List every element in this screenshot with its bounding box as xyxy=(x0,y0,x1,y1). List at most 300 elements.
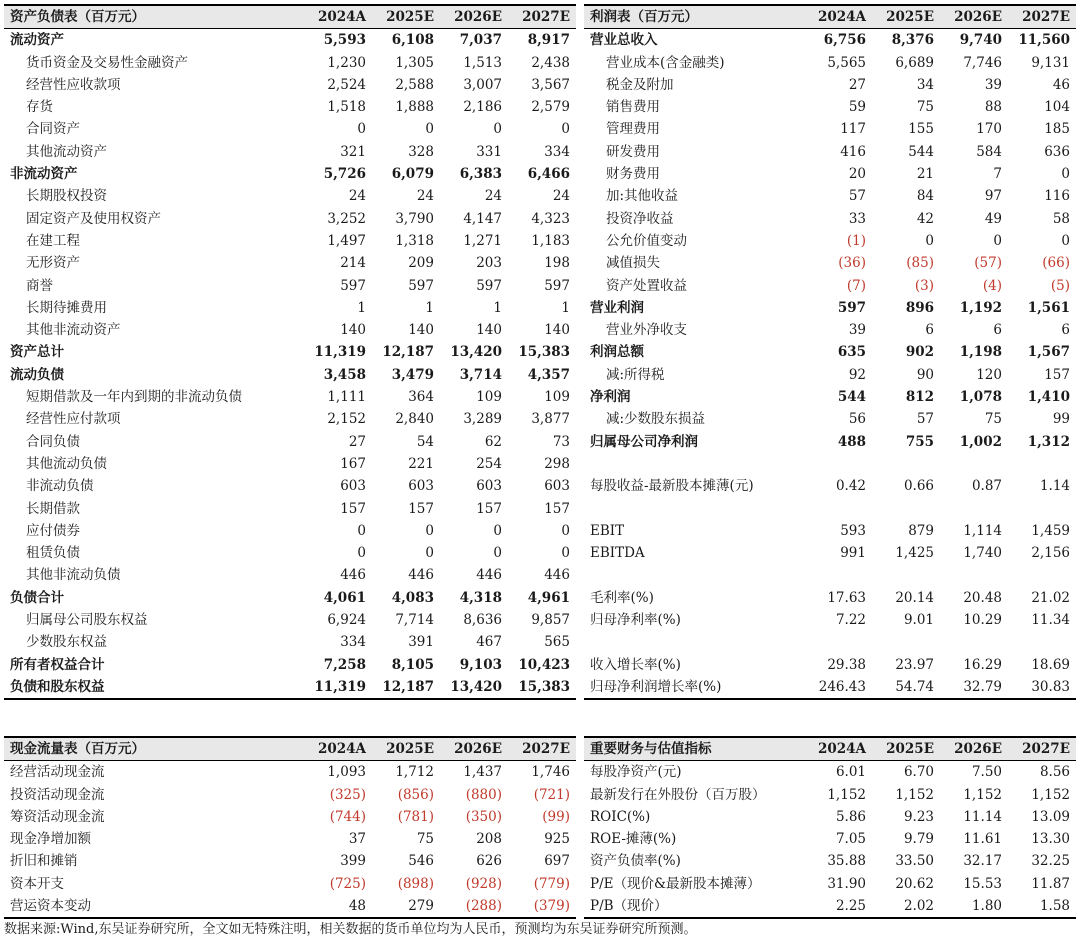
table-row xyxy=(584,163,1076,185)
cell-value: 198 xyxy=(544,255,570,272)
cell-value: 6,383 xyxy=(459,166,502,183)
row-label: 在建工程 xyxy=(26,232,80,249)
table-title: 现金流量表（百万元） xyxy=(4,737,304,761)
valuation-metrics-table xyxy=(584,736,1076,919)
table-row xyxy=(584,873,1076,895)
cell-value: 593 xyxy=(840,522,866,539)
table-row xyxy=(4,828,576,850)
row-label: 税金及附加 xyxy=(606,76,674,93)
cell-value: 0.87 xyxy=(971,478,1002,495)
cell-value: 0 xyxy=(1061,166,1070,183)
row-label: 最新发行在外股份（百万股） xyxy=(590,786,766,803)
cell-value: 11.61 xyxy=(963,831,1002,848)
cell-value: 0 xyxy=(493,522,502,539)
cell-value: (725) xyxy=(329,875,366,892)
cell-value: 32.17 xyxy=(963,853,1002,870)
source-footnote: 数据来源:Wind,东吴证券研究所，全文如无特殊注明，相关数据的货币单位均为人民币，预测均为东吴证券研究所预测。 xyxy=(4,922,697,937)
cell-value: 597 xyxy=(544,277,570,294)
table-row xyxy=(4,319,576,341)
cell-value xyxy=(804,631,872,653)
cell-value: 0 xyxy=(357,545,366,562)
cell-value: (779) xyxy=(533,875,570,892)
column-header: 2026E xyxy=(940,737,1008,761)
cell-value: 203 xyxy=(476,255,502,272)
row-label: 存货 xyxy=(26,99,53,116)
cell-value: 15,383 xyxy=(508,676,576,699)
table-title: 利润表（百万元） xyxy=(584,5,804,29)
row-label: 投资活动现金流 xyxy=(10,786,105,803)
cell-value: 2.25 xyxy=(804,895,872,918)
table-row xyxy=(4,564,576,586)
table-row xyxy=(4,141,576,163)
column-header: 2025E xyxy=(872,5,940,29)
table-row xyxy=(584,806,1076,828)
cell-value: 155 xyxy=(908,121,934,138)
cell-value xyxy=(804,453,872,475)
cell-value: 29.38 xyxy=(827,656,866,673)
row-label xyxy=(584,453,804,475)
income-statement-table xyxy=(584,4,1076,700)
cell-value: 0.66 xyxy=(903,478,934,495)
row-label: 长期借款 xyxy=(26,500,80,517)
table-row xyxy=(584,631,1076,653)
cell-value xyxy=(1008,564,1076,586)
cell-value: 1,459 xyxy=(1031,522,1070,539)
table-title: 资产负债表（百万元） xyxy=(4,5,304,29)
cell-value: 57 xyxy=(848,188,866,205)
cell-value: 21 xyxy=(916,166,934,183)
row-label: 每股净资产(元) xyxy=(590,764,682,781)
cell-value: 1,305 xyxy=(395,54,434,71)
row-label xyxy=(584,564,804,586)
table-row xyxy=(584,520,1076,542)
table-row xyxy=(584,364,1076,386)
cell-value: (1) xyxy=(846,232,866,249)
cell-value: 1,152 xyxy=(963,786,1002,803)
cell-value: 1,002 xyxy=(959,433,1002,450)
cell-value: 20.14 xyxy=(895,589,934,606)
cell-value: 7,258 xyxy=(323,656,366,673)
cell-value: 603 xyxy=(340,478,366,495)
valuation-metrics-header xyxy=(584,737,1076,761)
cell-value: 1,230 xyxy=(327,54,366,71)
cell-value: 9,740 xyxy=(959,32,1002,49)
cell-value xyxy=(940,564,1008,586)
cell-value: 2,840 xyxy=(395,411,434,428)
cell-value: 298 xyxy=(544,455,570,472)
cell-value: 0 xyxy=(425,522,434,539)
cell-value: 24 xyxy=(416,188,434,205)
cell-value: 12,187 xyxy=(382,344,434,361)
cell-value: 1,437 xyxy=(463,764,502,781)
table-row xyxy=(4,252,576,274)
row-label: 长期待摊费用 xyxy=(26,299,107,316)
cell-value: (856) xyxy=(397,786,434,803)
cell-value: 584 xyxy=(976,143,1002,160)
income-statement-header xyxy=(584,5,1076,29)
cell-value xyxy=(804,564,872,586)
cell-value: 1,318 xyxy=(395,232,434,249)
row-label: P/E（现价&最新股本摊薄） xyxy=(590,875,761,892)
cell-value: 3,252 xyxy=(327,210,366,227)
row-label: 租赁负债 xyxy=(26,545,80,562)
cash-flow-header xyxy=(4,737,576,761)
row-label: 资产负债率(%) xyxy=(590,853,681,870)
cell-value: 544 xyxy=(908,143,934,160)
cell-value: 0 xyxy=(1061,232,1070,249)
cell-value: 1,198 xyxy=(959,344,1002,361)
table-row xyxy=(584,453,1076,475)
cell-value: 17.63 xyxy=(827,589,866,606)
cell-value: 902 xyxy=(905,344,934,361)
cell-value: 6,756 xyxy=(823,32,866,49)
table-row xyxy=(584,609,1076,631)
column-header: 2027E xyxy=(1008,737,1076,761)
cell-value: (57) xyxy=(974,255,1002,272)
column-header: 2027E xyxy=(508,737,576,761)
cell-value: 1,152 xyxy=(827,786,866,803)
cell-value: 7,714 xyxy=(395,612,434,629)
column-header: 2025E xyxy=(872,737,940,761)
cell-value: (744) xyxy=(329,808,366,825)
cell-value: 75 xyxy=(916,99,934,116)
cash-flow-table xyxy=(4,736,576,919)
cell-value: 1,425 xyxy=(895,545,934,562)
cell-value: 75 xyxy=(984,411,1002,428)
cell-value: 5.86 xyxy=(835,808,866,825)
row-label: 毛利率(%) xyxy=(590,589,654,606)
cell-value: 9.23 xyxy=(903,808,934,825)
row-label: 营业利润 xyxy=(590,299,644,316)
cell-value: 603 xyxy=(408,478,434,495)
cell-value: 879 xyxy=(908,522,934,539)
row-label: 利润总额 xyxy=(590,344,644,361)
cell-value: 0 xyxy=(357,522,366,539)
table-row xyxy=(584,386,1076,408)
cell-value: 1,093 xyxy=(327,764,366,781)
cell-value: 9.01 xyxy=(903,612,934,629)
cell-value: 467 xyxy=(476,634,502,651)
cell-value: (85) xyxy=(906,255,934,272)
cell-value: 49 xyxy=(984,210,1002,227)
row-label: 非流动负债 xyxy=(26,478,94,495)
cell-value: 626 xyxy=(476,853,502,870)
row-label: 其他流动负债 xyxy=(26,455,107,472)
cell-value: 5,565 xyxy=(827,54,866,71)
cell-value: 9,103 xyxy=(459,656,502,673)
row-label: 商誉 xyxy=(26,277,53,294)
row-label: EBITDA xyxy=(590,545,645,562)
table-row xyxy=(584,297,1076,319)
cell-value: 0 xyxy=(925,232,934,249)
cell-value: 157 xyxy=(476,500,502,517)
table-row xyxy=(584,52,1076,74)
row-label: 少数股东权益 xyxy=(26,634,107,651)
cell-value: 34 xyxy=(916,76,934,93)
cell-value: 54 xyxy=(416,433,434,450)
cell-value: 1,114 xyxy=(963,522,1002,539)
cell-value: 1,513 xyxy=(463,54,502,71)
cell-value: 3,714 xyxy=(459,366,502,383)
balance-sheet-table xyxy=(4,4,576,700)
cell-value: 925 xyxy=(544,831,570,848)
table-row xyxy=(584,895,1076,918)
cell-value: 254 xyxy=(476,455,502,472)
cell-value: 20.62 xyxy=(895,875,934,892)
row-label: 每股收益-最新股本摊薄(元) xyxy=(590,478,754,495)
column-header: 2024A xyxy=(304,5,372,29)
cell-value: 334 xyxy=(340,634,366,651)
column-header: 2024A xyxy=(804,737,872,761)
row-label: 固定资产及使用权资产 xyxy=(26,210,161,227)
table-row xyxy=(4,275,576,297)
cell-value: 32.25 xyxy=(1031,853,1070,870)
cell-value: 697 xyxy=(544,853,570,870)
cell-value: 1,746 xyxy=(531,764,570,781)
cell-value: 18.69 xyxy=(1031,656,1070,673)
column-header: 2026E xyxy=(940,5,1008,29)
cell-value: 27 xyxy=(848,76,866,93)
row-label: 合同资产 xyxy=(26,121,80,138)
cell-value: 62 xyxy=(484,433,502,450)
cell-value: 635 xyxy=(837,344,866,361)
cell-value: 3,007 xyxy=(463,76,502,93)
cell-value: 75 xyxy=(416,831,434,848)
cell-value: 1,192 xyxy=(959,299,1002,316)
table-row xyxy=(584,654,1076,676)
cell-value: 6 xyxy=(993,322,1002,339)
cell-value: 15.53 xyxy=(963,875,1002,892)
cell-value: 1,888 xyxy=(395,99,434,116)
cell-value: 1 xyxy=(357,299,366,316)
cell-value: 446 xyxy=(340,567,366,584)
cell-value xyxy=(872,631,940,653)
table-row xyxy=(584,275,1076,297)
cell-value: 35.88 xyxy=(827,853,866,870)
row-label: 经营性应付款项 xyxy=(26,411,121,428)
cell-value: 7.22 xyxy=(835,612,866,629)
table-row xyxy=(4,609,576,631)
row-label: 销售费用 xyxy=(606,99,660,116)
cell-value: 20 xyxy=(848,166,866,183)
table-row xyxy=(584,676,1076,699)
cell-value: 7 xyxy=(993,166,1002,183)
cell-value: 8,105 xyxy=(391,656,434,673)
cell-value: 5,593 xyxy=(323,32,366,49)
cell-value: 140 xyxy=(476,322,502,339)
column-header: 2024A xyxy=(304,737,372,761)
cell-value: 1.80 xyxy=(940,895,1008,918)
cell-value: 46 xyxy=(1052,76,1070,93)
row-label: 无形资产 xyxy=(26,255,80,272)
table-row xyxy=(4,475,576,497)
table-row xyxy=(4,895,576,918)
table-row xyxy=(584,185,1076,207)
cell-value: 221 xyxy=(408,455,434,472)
row-label: 折旧和摊销 xyxy=(10,853,78,870)
row-label: 资产总计 xyxy=(10,344,64,361)
cell-value: (880) xyxy=(465,786,502,803)
row-label: 其他流动资产 xyxy=(26,143,107,160)
column-header: 2024A xyxy=(804,5,872,29)
cell-value: 84 xyxy=(916,188,934,205)
row-label: 其他非流动负债 xyxy=(26,567,121,584)
row-label: 加:其他收益 xyxy=(606,188,679,205)
cell-value: 24 xyxy=(484,188,502,205)
cell-value: 170 xyxy=(976,121,1002,138)
cell-value: (379) xyxy=(508,895,576,918)
cell-value: 9,857 xyxy=(531,612,570,629)
row-label: 营业外净收支 xyxy=(606,322,687,339)
cell-value: 5,726 xyxy=(323,166,366,183)
cell-value: 1 xyxy=(493,299,502,316)
cell-value: 0 xyxy=(425,545,434,562)
table-row xyxy=(584,252,1076,274)
table-row xyxy=(4,873,576,895)
cell-value: 120 xyxy=(976,366,1002,383)
table-row xyxy=(4,29,576,52)
cell-value: 565 xyxy=(544,634,570,651)
cell-value: 6.01 xyxy=(835,764,866,781)
cell-value: 1.58 xyxy=(1008,895,1076,918)
cell-value: 42 xyxy=(916,210,934,227)
row-label: 非流动资产 xyxy=(10,166,78,183)
cell-value: 331 xyxy=(476,143,502,160)
cell-value: 10.29 xyxy=(963,612,1002,629)
table-row xyxy=(4,341,576,363)
table-row xyxy=(584,761,1076,784)
cell-value: 157 xyxy=(544,500,570,517)
table-row xyxy=(4,850,576,872)
cell-value: 7.05 xyxy=(835,831,866,848)
row-label: 筹资活动现金流 xyxy=(10,808,105,825)
row-label: 货币资金及交易性金融资产 xyxy=(26,54,188,71)
table-row xyxy=(4,542,576,564)
cell-value: 1,078 xyxy=(959,389,1002,406)
cell-value: 24 xyxy=(348,188,366,205)
cell-value xyxy=(1008,631,1076,653)
table-row xyxy=(584,542,1076,564)
cell-value: 812 xyxy=(905,389,934,406)
cell-value: 73 xyxy=(552,433,570,450)
row-label: 减:所得税 xyxy=(606,366,665,383)
cell-value: 140 xyxy=(544,322,570,339)
cell-value: 6,108 xyxy=(391,32,434,49)
row-label: 财务费用 xyxy=(606,166,660,183)
cell-value: 13.30 xyxy=(1031,831,1070,848)
cell-value: 9,131 xyxy=(1031,54,1070,71)
row-label: 经营活动现金流 xyxy=(10,764,105,781)
cell-value: 0 xyxy=(493,545,502,562)
cell-value: 0.42 xyxy=(835,478,866,495)
cell-value: 755 xyxy=(905,433,934,450)
table-row xyxy=(4,654,576,676)
cell-value: (350) xyxy=(465,808,502,825)
cell-value: 2,524 xyxy=(327,76,366,93)
table-row xyxy=(584,408,1076,430)
cell-value: 37 xyxy=(348,831,366,848)
cell-value: 6 xyxy=(925,322,934,339)
cell-value: (288) xyxy=(440,895,508,918)
cell-value: 2,588 xyxy=(395,76,434,93)
cell-value xyxy=(940,453,1008,475)
cell-value: 3,790 xyxy=(395,210,434,227)
cell-value: 1,152 xyxy=(895,786,934,803)
cell-value: 6,079 xyxy=(391,166,434,183)
cell-value: 7,037 xyxy=(459,32,502,49)
cell-value: 157 xyxy=(408,500,434,517)
cell-value: 92 xyxy=(848,366,866,383)
cell-value: 3,877 xyxy=(531,411,570,428)
table-row xyxy=(4,676,576,699)
cell-value: 603 xyxy=(476,478,502,495)
row-label: 经营性应收款项 xyxy=(26,76,121,93)
row-label: 短期借款及一年内到期的非流动负债 xyxy=(26,389,242,406)
cell-value: 9.79 xyxy=(903,831,934,848)
row-label: 归属母公司股东权益 xyxy=(26,612,148,629)
table-row xyxy=(4,520,576,542)
cell-value: 208 xyxy=(476,831,502,848)
cell-value: 117 xyxy=(840,121,866,138)
row-label: 管理费用 xyxy=(606,121,660,138)
row-label: 负债和股东权益 xyxy=(4,676,304,699)
cell-value: 15,383 xyxy=(518,344,570,361)
row-label: 归母净利率(%) xyxy=(590,612,681,629)
cell-value: 1,312 xyxy=(1027,433,1070,450)
cell-value xyxy=(940,498,1008,520)
cell-value: 23.97 xyxy=(895,656,934,673)
column-header: 2026E xyxy=(440,737,508,761)
cell-value: 2,186 xyxy=(463,99,502,116)
cell-value: 4,323 xyxy=(531,210,570,227)
cell-value: 3,479 xyxy=(391,366,434,383)
cell-value: (928) xyxy=(465,875,502,892)
table-row xyxy=(4,761,576,784)
row-label xyxy=(584,498,804,520)
cell-value: 109 xyxy=(476,389,502,406)
cell-value: 24 xyxy=(552,188,570,205)
cell-value: 13.09 xyxy=(1031,808,1070,825)
cell-value: 488 xyxy=(837,433,866,450)
cell-value: 0 xyxy=(993,232,1002,249)
cell-value: 2,438 xyxy=(531,54,570,71)
cell-value: (66) xyxy=(1042,255,1070,272)
cell-value: 1.14 xyxy=(1039,478,1070,495)
row-label: 归属母公司净利润 xyxy=(590,433,698,450)
row-label: 流动资产 xyxy=(10,32,64,49)
cell-value: 33.50 xyxy=(895,853,934,870)
cell-value: 6,924 xyxy=(327,612,366,629)
cell-value xyxy=(872,453,940,475)
cell-value: 11,319 xyxy=(304,676,372,699)
cell-value: 597 xyxy=(837,299,866,316)
cell-value: 21.02 xyxy=(1031,589,1070,606)
row-label: 收入增长率(%) xyxy=(590,656,681,673)
table-row xyxy=(4,118,576,140)
cell-value xyxy=(872,498,940,520)
cell-value: 446 xyxy=(476,567,502,584)
cell-value: 58 xyxy=(1052,210,1070,227)
cell-value: 8,917 xyxy=(527,32,570,49)
cell-value: 2,156 xyxy=(1031,545,1070,562)
cell-value: 48 xyxy=(304,895,372,918)
table-row xyxy=(584,587,1076,609)
cell-value: 7.50 xyxy=(971,764,1002,781)
table-row xyxy=(4,364,576,386)
cell-value xyxy=(872,564,940,586)
cell-value: 4,061 xyxy=(323,589,366,606)
cell-value: (3) xyxy=(914,277,934,294)
